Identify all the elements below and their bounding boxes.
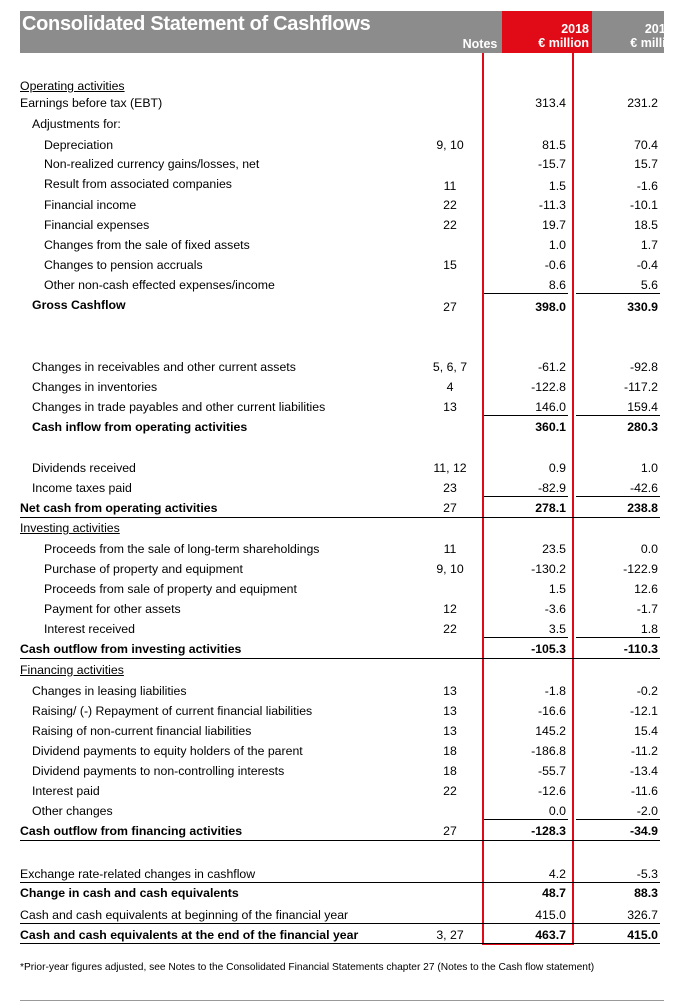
section-rule bbox=[20, 923, 660, 924]
row-note: 18 bbox=[443, 764, 457, 778]
table-row bbox=[0, 782, 682, 802]
value-2018: 415.0 bbox=[535, 908, 566, 922]
row-label: Dividend payments to equity holders of the parent bbox=[32, 744, 303, 758]
sum-line bbox=[576, 293, 660, 294]
row-note: 23 bbox=[443, 481, 457, 495]
row-label: Exchange rate-related changes in cashflow bbox=[20, 867, 256, 881]
value-2017: -5.3 bbox=[636, 867, 658, 881]
table-row bbox=[0, 722, 682, 742]
row-note: 5, 6, 7 bbox=[432, 360, 468, 374]
row-label: Adjustments for: bbox=[32, 117, 121, 131]
row-label: Operating activities bbox=[20, 79, 125, 93]
value-2017: -117.2 bbox=[624, 380, 658, 394]
value-2018: 48.7 bbox=[542, 886, 566, 900]
row-label: Cash and cash equivalents at beginning of the financial year bbox=[20, 908, 349, 922]
row-note: 12 bbox=[443, 602, 457, 616]
row-label: Other changes bbox=[32, 804, 113, 818]
row-label: Raising of non-current financial liabilities bbox=[32, 724, 252, 738]
value-2017: -122.9 bbox=[623, 562, 658, 576]
row-label: Other non-cash effected expenses/income bbox=[44, 278, 275, 292]
row-label: Proceeds from sale of property and equipment bbox=[44, 582, 297, 596]
row-note: 15 bbox=[443, 258, 457, 272]
row-label: Changes in trade payables and other current liabilities bbox=[32, 400, 326, 414]
value-2017: 18.5 bbox=[634, 218, 658, 232]
row-note: 27 bbox=[443, 300, 457, 314]
value-2017: -11.2 bbox=[630, 744, 658, 758]
sum-line bbox=[484, 496, 568, 497]
row-label: Depreciation bbox=[44, 138, 114, 152]
row-note: 22 bbox=[443, 218, 457, 232]
row-note: 22 bbox=[443, 622, 457, 636]
value-2018: -128.3 bbox=[531, 824, 566, 838]
value-2018: -122.8 bbox=[531, 380, 566, 394]
value-2017: -0.4 bbox=[636, 258, 658, 272]
row-label: Changes to pension accruals bbox=[44, 258, 203, 272]
value-2017: 1.8 bbox=[640, 622, 658, 636]
row-label: Cash and cash equivalents at the end of the financial year bbox=[20, 928, 359, 942]
row-label: Changes from the sale of fixed assets bbox=[44, 238, 250, 252]
subtotal-row bbox=[0, 640, 682, 660]
value-2017: 0.0 bbox=[640, 542, 658, 556]
row-label: Net cash from operating activities bbox=[20, 501, 218, 515]
table-row bbox=[0, 115, 682, 135]
column-header-2017 bbox=[594, 11, 682, 53]
section-rule bbox=[20, 658, 660, 659]
row-label: Dividends received bbox=[32, 461, 136, 475]
value-2018: -15.7 bbox=[537, 157, 566, 171]
section-heading-investing bbox=[0, 519, 682, 539]
value-2017: -110.3 bbox=[623, 642, 658, 656]
table-row bbox=[0, 702, 682, 722]
row-note: 9, 10 bbox=[436, 562, 464, 576]
value-2018: 23.5 bbox=[542, 542, 566, 556]
row-label: Proceeds from the sale of long-term shareholdings bbox=[44, 542, 320, 556]
table-row bbox=[0, 358, 682, 378]
table-row bbox=[0, 196, 682, 216]
row-note: 18 bbox=[443, 744, 457, 758]
table-row bbox=[0, 94, 682, 114]
value-2018: -11.3 bbox=[538, 198, 566, 212]
subtotal-row bbox=[0, 418, 682, 438]
row-label: Non-realized currency gains/losses, net bbox=[44, 157, 260, 171]
value-2017: -42.6 bbox=[629, 481, 658, 495]
row-note: 22 bbox=[443, 784, 457, 798]
row-note: 9, 10 bbox=[436, 138, 464, 152]
subtotal-row bbox=[0, 499, 682, 519]
value-2018: -1.8 bbox=[544, 684, 566, 698]
value-2017: 5.6 bbox=[640, 278, 658, 292]
column-2018-unit: € million bbox=[538, 36, 589, 50]
row-label: Interest received bbox=[44, 622, 135, 636]
value-2017: 15.4 bbox=[634, 724, 658, 738]
row-note: 11 bbox=[443, 542, 457, 556]
value-2018: -16.6 bbox=[537, 704, 566, 718]
column-2017-unit: € million bbox=[630, 36, 681, 50]
value-2017: 70.4 bbox=[634, 138, 658, 152]
subtotal-row bbox=[0, 822, 682, 842]
value-2017: 88.3 bbox=[634, 886, 658, 900]
value-2017: 231.2 bbox=[627, 96, 658, 110]
row-note: 11, 12 bbox=[433, 461, 467, 475]
row-label: Dividend payments to non-controlling interests bbox=[32, 764, 285, 778]
table-row bbox=[0, 216, 682, 236]
table-row bbox=[0, 459, 682, 479]
value-2017: -12.1 bbox=[629, 704, 658, 718]
row-label: Gross Cashflow bbox=[32, 298, 126, 312]
sum-line bbox=[484, 293, 568, 294]
value-2018: -61.2 bbox=[537, 360, 566, 374]
notes-column-header: Notes bbox=[462, 37, 498, 51]
row-label: Changes in leasing liabilities bbox=[32, 684, 187, 698]
sum-line bbox=[484, 819, 568, 820]
column-header-2018 bbox=[502, 11, 592, 53]
column-2018-year: 2018 bbox=[561, 22, 589, 36]
row-label: Cash inflow from operating activities bbox=[32, 420, 248, 434]
value-2018: 0.9 bbox=[548, 461, 566, 475]
value-2018: 313.4 bbox=[535, 96, 566, 110]
value-2017: 15.7 bbox=[634, 157, 658, 171]
value-2018: -130.2 bbox=[531, 562, 566, 576]
row-note: 27 bbox=[443, 501, 457, 515]
row-label: Investing activities bbox=[20, 521, 120, 535]
table-row bbox=[0, 762, 682, 782]
value-2018: 146.0 bbox=[535, 400, 566, 414]
value-2017: 12.6 bbox=[634, 582, 658, 596]
value-2017: -2.0 bbox=[636, 804, 658, 818]
row-label: Financing activities bbox=[20, 663, 124, 677]
value-2017: -1.6 bbox=[636, 179, 658, 193]
subtotal-row bbox=[0, 296, 682, 316]
row-label: Purchase of property and equipment bbox=[44, 562, 243, 576]
value-2018: -105.3 bbox=[531, 642, 566, 656]
section-heading-financing bbox=[0, 661, 682, 681]
table-header bbox=[20, 11, 681, 53]
row-note: 3, 27 bbox=[436, 928, 464, 942]
row-label: Financial income bbox=[44, 198, 137, 212]
column-2017-year: 2017 * bbox=[644, 22, 681, 36]
value-2017: 415.0 bbox=[627, 928, 658, 942]
value-2017: -92.8 bbox=[629, 360, 658, 374]
row-label: Financial expenses bbox=[44, 218, 150, 232]
value-2017: 330.9 bbox=[627, 300, 658, 314]
value-2017: 159.4 bbox=[627, 400, 658, 414]
value-2018: -186.8 bbox=[531, 744, 566, 758]
row-note: 4 bbox=[446, 380, 454, 394]
value-2017: -11.6 bbox=[630, 784, 658, 798]
table-row bbox=[0, 175, 682, 195]
table-row bbox=[0, 155, 682, 175]
value-2017: 1.0 bbox=[640, 461, 658, 475]
value-2017: -0.2 bbox=[636, 684, 658, 698]
row-note: 13 bbox=[443, 400, 457, 414]
row-label: Result from associated companies bbox=[44, 177, 232, 191]
sum-line bbox=[576, 415, 660, 416]
row-label: Interest paid bbox=[32, 784, 100, 798]
value-2017: 280.3 bbox=[627, 420, 658, 434]
row-note: 27 bbox=[443, 824, 457, 838]
value-2017: 326.7 bbox=[627, 908, 658, 922]
row-note: 11 bbox=[443, 179, 457, 193]
value-2018: 19.7 bbox=[542, 218, 566, 232]
value-2018: 8.6 bbox=[548, 278, 566, 292]
section-rule bbox=[20, 943, 660, 944]
subtotal-row bbox=[0, 884, 682, 904]
value-2018: 1.0 bbox=[548, 238, 566, 252]
page-title: Consolidated Statement of Cashflows bbox=[22, 13, 371, 35]
row-label: Payment for other assets bbox=[44, 602, 181, 616]
table-row bbox=[0, 378, 682, 398]
table-row bbox=[0, 560, 682, 580]
row-note: 13 bbox=[443, 684, 457, 698]
table-row bbox=[0, 540, 682, 560]
table-row bbox=[0, 600, 682, 620]
value-2018: 145.2 bbox=[535, 724, 566, 738]
value-2018: 3.5 bbox=[548, 622, 566, 636]
row-label: Changes in inventories bbox=[32, 380, 158, 394]
value-2018: 1.5 bbox=[548, 582, 566, 596]
value-2018: -3.6 bbox=[544, 602, 566, 616]
table-row bbox=[0, 136, 682, 156]
value-2018: -82.9 bbox=[537, 481, 566, 495]
value-2018: 81.5 bbox=[542, 138, 566, 152]
value-2018: 398.0 bbox=[535, 300, 566, 314]
row-label: Changes in receivables and other current assets bbox=[32, 360, 296, 374]
value-2018: 463.7 bbox=[535, 928, 566, 942]
value-2017: -1.7 bbox=[636, 602, 658, 616]
row-note: 13 bbox=[443, 704, 457, 718]
row-label: Income taxes paid bbox=[32, 481, 132, 495]
footnote: *Prior-year figures adjusted, see Notes to the Consolidated Financial Statements chapter 27 (Notes to the Cash flow statement) bbox=[20, 962, 595, 973]
value-2017: -34.9 bbox=[629, 824, 658, 838]
row-label: Earnings before tax (EBT) bbox=[20, 96, 163, 110]
table-row bbox=[0, 682, 682, 702]
value-2018: 1.5 bbox=[548, 179, 566, 193]
value-2017: -13.4 bbox=[629, 764, 658, 778]
section-rule bbox=[20, 840, 660, 841]
row-label: Change in cash and cash equivalents bbox=[20, 886, 239, 900]
value-2018: 4.2 bbox=[548, 867, 566, 881]
table-row bbox=[0, 256, 682, 276]
row-label: Cash outflow from investing activities bbox=[20, 642, 242, 656]
value-2018: 0.0 bbox=[548, 804, 566, 818]
value-2017: 238.8 bbox=[627, 501, 658, 515]
value-2018: -12.6 bbox=[537, 784, 566, 798]
sum-line bbox=[576, 637, 660, 638]
table-row bbox=[0, 236, 682, 256]
sum-line bbox=[576, 496, 660, 497]
value-2018: -55.7 bbox=[537, 764, 566, 778]
value-2017: 1.7 bbox=[640, 238, 658, 252]
row-note: 22 bbox=[443, 198, 457, 212]
sum-line bbox=[484, 637, 568, 638]
row-label: Raising/ (-) Repayment of current financial liabilities bbox=[32, 704, 313, 718]
table-row bbox=[0, 742, 682, 762]
row-note: 13 bbox=[443, 724, 457, 738]
value-2018: -0.6 bbox=[544, 258, 566, 272]
bottom-rule bbox=[20, 1000, 664, 1001]
sum-line bbox=[484, 415, 568, 416]
section-rule bbox=[20, 882, 660, 883]
row-label: Cash outflow from financing activities bbox=[20, 824, 243, 838]
sum-line bbox=[576, 819, 660, 820]
value-2017: -10.1 bbox=[629, 198, 658, 212]
section-rule bbox=[20, 517, 660, 518]
value-2018: 360.1 bbox=[535, 420, 566, 434]
table-row bbox=[0, 580, 682, 600]
value-2018: 278.1 bbox=[535, 501, 566, 515]
